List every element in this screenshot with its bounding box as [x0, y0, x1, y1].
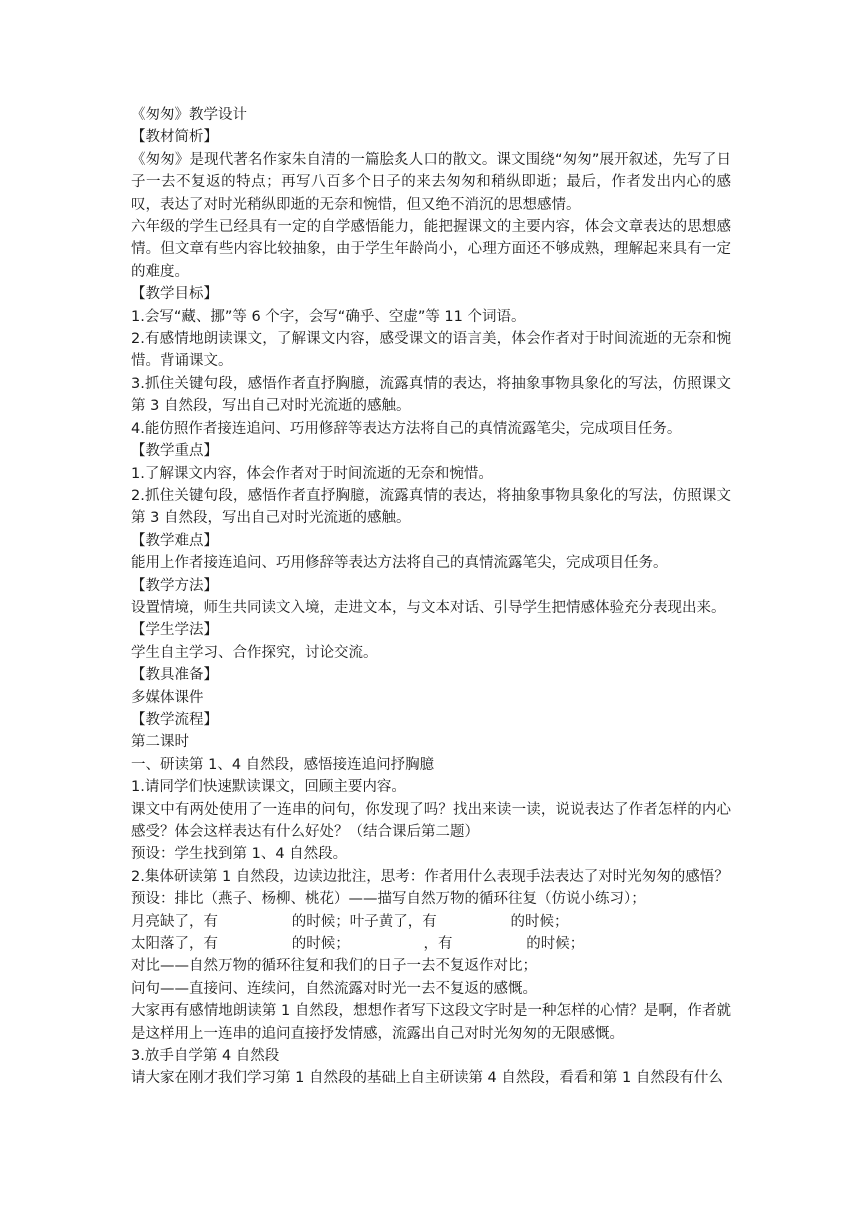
goal-item: 1.会写“藏、挪”等 6 个字，会写“确乎、空虚”等 11 个词语。 [131, 308, 526, 325]
goal-item: 3.抓住关键句段，感悟作者直抒胸臆，流露真情的表达，将抽象事物具象化的写法，仿照课文第 3 自然段，写出自己对时光流逝的感触。 [131, 375, 731, 415]
heading-teaching-tools: 【教具准备】 [131, 667, 218, 684]
key-point-item: 1.了解课文内容，体会作者对于时间流逝的无奈和惋惜。 [131, 465, 493, 482]
teaching-tools-text: 多媒体课件 [131, 689, 204, 706]
step-preset: 预设：排比（燕子、杨柳、桃花）——描写自然万物的循环往复（仿说小练习）； [131, 891, 646, 908]
fill-in-line: 月亮缺了，有 的时候；叶子黄了，有 的时候； [131, 913, 569, 930]
goal-item: 4.能仿照作者接连追问、巧用修辞等表达方法将自己的真情流露笔尖，完成项目任务。 [131, 420, 682, 437]
goal-item: 2.有感情地朗读课文，了解课文内容，感受课文的语言美，体会作者对于时间流逝的无奈和惋惜。背诵课文。 [131, 331, 731, 370]
teaching-method-text: 设置情境，师生共同读文入境，走进文本，与文本对话、引导学生把情感体验充分表现出来。 [131, 599, 726, 616]
step-text: 2.集体研读第 1 自然段，边读边批注，思考：作者用什么表现手法表达了对时光匆匆的感悟？ [131, 868, 729, 885]
step-text: 1.请同学们快速默读课文，回顾主要内容。 [131, 779, 406, 796]
heading-difficult-points: 【教学难点】 [131, 532, 218, 549]
heading-teaching-method: 【教学方法】 [131, 577, 218, 594]
step-text: 3.放手自学第 4 自然段 [131, 1048, 280, 1065]
heading-goals: 【教学目标】 [131, 286, 218, 303]
contrast-text: 对比——自然万物的循环往复和我们的日子一去不复返作对比； [131, 958, 537, 975]
question-text: 问句——直接问、连续问，自然流露对时光一去不复返的感慨。 [131, 980, 537, 997]
analysis-paragraph: 六年级的学生已经具有一定的自学感悟能力，能把握课文的主要内容，体会文章表达的思想感情。但文章有些内容比较抽象，由于学生年龄尚小，心理方面还不够成熟，理解起来具有一定的难度。 [131, 219, 731, 280]
step-text: 请大家在刚才我们学习第 1 自然段的基础上自主研读第 4 自然段，看看和第 1 自然段有什么 [131, 1070, 723, 1087]
document-page [131, 104, 731, 1090]
heading-key-points: 【教学重点】 [131, 443, 218, 460]
analysis-paragraph: 《匆匆》是现代著名作家朱自清的一篇脍炙人口的散文。课文围绕“匆匆”展开叙述，先写了日子一去不复返的特点；再写八百多个日子的来去匆匆和稍纵即逝；最后，作者发出内心的感叹，表达了对时光稍纵即逝的无奈和惋惜，但又绝不消沉的思想感情。 [131, 151, 731, 213]
difficult-point-item: 能用上作者接连追问、巧用修辞等表达方法将自己的真情流露笔尖，完成项目任务。 [131, 555, 668, 572]
lesson-label: 第二课时 [131, 734, 189, 751]
read-again-text: 大家再有感情地朗读第 1 自然段，想想作者写下这段文字时是一种怎样的心情？是啊，作者就是这样用上一连串的追问直接抒发情感，流露出自己对时光匆匆的无限感慨。 [131, 1003, 731, 1042]
heading-study-method: 【学生学法】 [131, 622, 218, 639]
section-title: 一、研读第 1、4 自然段，感悟接连追问抒胸臆 [131, 756, 435, 773]
fill-in-line: 太阳落了，有 的时候； ，有 的时候； [131, 936, 585, 953]
step-preset: 预设：学生找到第 1、4 自然段。 [131, 846, 348, 863]
step-question: 课文中有两处使用了一连串的问句，你发现了吗？找出来读一读，说说表达了作者怎样的内心感受？体会这样表达有什么好处？（结合课后第二题） [131, 801, 731, 840]
study-method-text: 学生自主学习、合作探究，讨论交流。 [131, 644, 378, 661]
document-title: 《匆匆》教学设计 [131, 107, 247, 123]
heading-teaching-process: 【教学流程】 [131, 711, 218, 728]
key-point-item: 2.抓住关键句段，感悟作者直抒胸臆，流露真情的表达，将抽象事物具象化的写法，仿照课文第 3 自然段，写出自己对时光流逝的感触。 [131, 487, 731, 527]
heading-analysis: 【教材简析】 [131, 129, 218, 146]
